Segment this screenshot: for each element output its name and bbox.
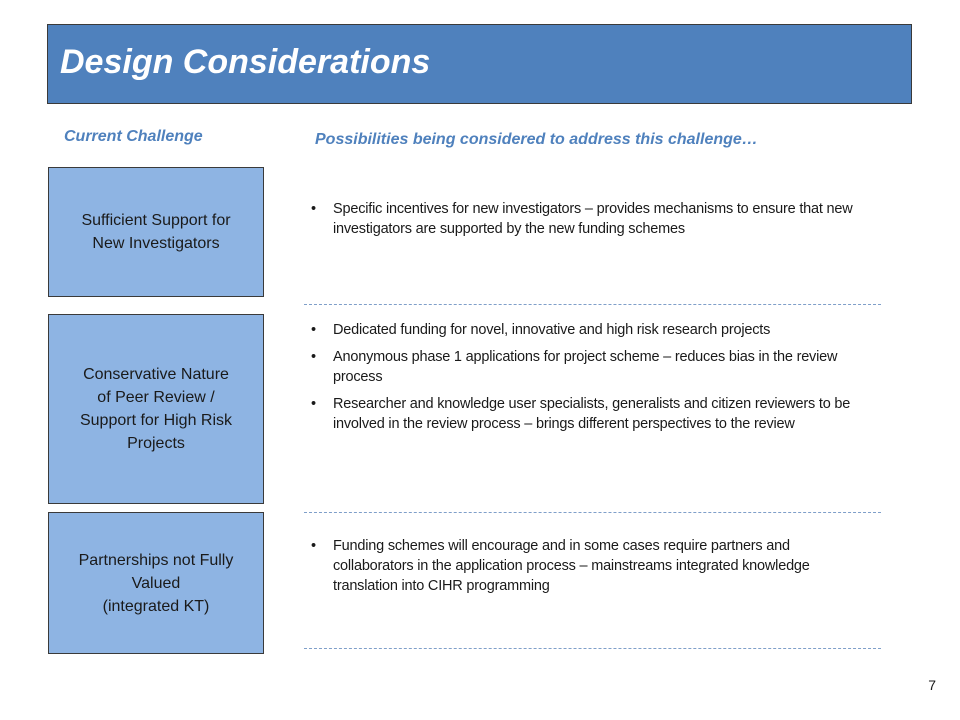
page-number: 7 — [928, 677, 936, 693]
dashed-divider — [304, 648, 881, 649]
bullet-item — [311, 320, 871, 340]
bullet-text: Funding schemes will encourage and in some cases require partners and collaborators in the application process – mainstreams integrated knowledge translation into CIHR programming — [333, 538, 810, 594]
bullet-item — [311, 394, 871, 434]
slide-title: Design Considerations — [60, 43, 431, 81]
bullet-icon: • — [311, 349, 316, 365]
challenge-box-partnerships — [48, 512, 264, 654]
bullet-item — [311, 199, 871, 239]
dashed-divider — [304, 512, 881, 513]
bullet-text: Anonymous phase 1 applications for project scheme – reduces bias in the review process — [333, 349, 838, 385]
challenge-label: Conservative Nature of Peer Review / Support for High Risk Projects — [79, 366, 233, 452]
bullet-text: Specific incentives for new investigators – provides mechanisms to ensure that new investigators are supported by the new funding schemes — [333, 201, 853, 237]
bullet-text: Researcher and knowledge user specialists, generalists and citizen reviewers to be involved in the review process – brings different perspectives to the review — [333, 396, 851, 432]
bullet-icon: • — [311, 396, 316, 412]
challenge-label: Partnerships not Fully Valued (integrated KT) — [78, 551, 234, 615]
bullet-list-peer-review — [311, 320, 871, 441]
bullet-icon: • — [311, 201, 316, 217]
dashed-divider — [304, 304, 881, 305]
bullet-text: Dedicated funding for novel, innovative and high risk research projects — [333, 322, 771, 338]
bullet-icon: • — [311, 538, 316, 554]
bullet-icon: • — [311, 322, 316, 338]
bullet-list-new-investigators — [311, 199, 871, 246]
current-challenge-heading: Current Challenge — [64, 128, 203, 145]
bullet-item — [311, 536, 871, 596]
possibilities-heading: Possibilities being considered to address this challenge… — [315, 131, 758, 148]
challenge-label: Sufficient Support for New Investigators — [81, 212, 231, 252]
bullet-item — [311, 347, 871, 387]
bullet-list-partnerships — [311, 536, 871, 603]
challenge-box-peer-review — [48, 314, 264, 504]
title-bar — [47, 24, 912, 104]
challenge-box-new-investigators — [48, 167, 264, 297]
